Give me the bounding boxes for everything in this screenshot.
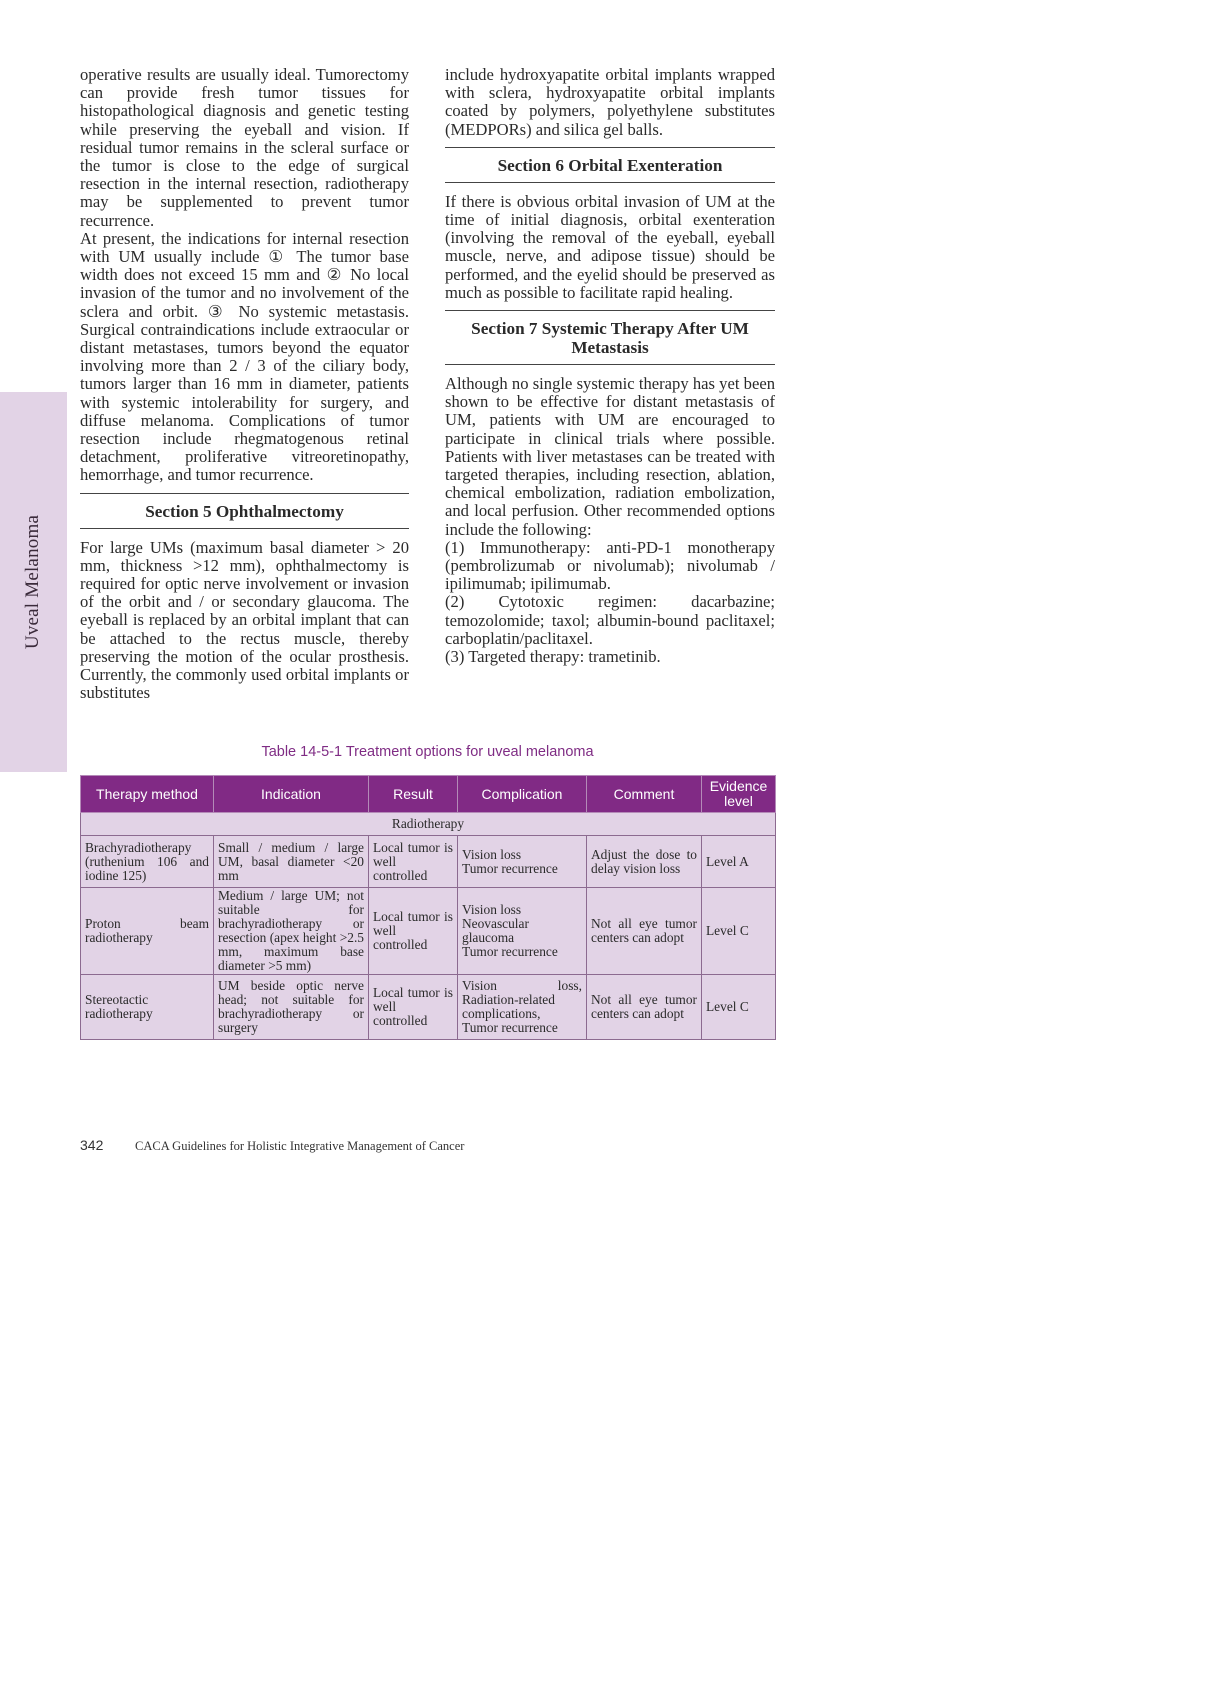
left-paragraph-1: operative results are usually ideal. Tumorectomy can provide fresh tumor tissues for histopathological diagnosis and genetic testing while preserving the eyeball and vision. If residual tumor remains in the scleral surface or the tumor is close to the edge of surgical resection in the internal resection, radiotherapy may be supplemented to prevent tumor recurrence. [80, 65, 409, 230]
section-7-heading [445, 310, 775, 365]
right-intro-paragraph: include hydroxyapatite orbital implants wrapped with sclera, hydroxyapatite orbital implants coated by polymers, polyethylene substitutes (MEDPORs) and silica gel balls. [445, 65, 775, 139]
section-7-heading-line-1: Section 7 Systemic Therapy After UM [471, 319, 749, 339]
cell-evidence: Level C [702, 975, 776, 1040]
cell-comment: Not all eye tumor centers can adopt [587, 975, 702, 1040]
cell-comment: Adjust the dose to delay vision loss [587, 836, 702, 888]
cell-complication [458, 836, 587, 888]
group-label-radiotherapy: Radiotherapy [81, 813, 776, 836]
section-6-heading: Section 6 Orbital Exenteration [445, 147, 775, 183]
cell-therapy: Stereotactic radiotherapy [81, 975, 214, 1040]
section-7-heading-line-2: Metastasis [571, 338, 649, 358]
cell-therapy: Brachyradiotherapy (ruthenium 106 and iodine 125) [81, 836, 214, 888]
cell-therapy: Proton beam radiotherapy [81, 888, 214, 975]
cell-complication [458, 888, 587, 975]
table-row [81, 888, 776, 975]
left-column [80, 66, 409, 703]
right-column [445, 66, 775, 666]
cell-comment: Not all eye tumor centers can adopt [587, 888, 702, 975]
table-caption: Table 14-5-1 Treatment options for uveal melanoma [261, 744, 594, 760]
header-result: Result [369, 776, 458, 813]
cell-result: Local tumor is well controlled [369, 888, 458, 975]
complication-line: Vision loss, Radiation-related complications, [462, 978, 582, 1021]
header-complication: Complication [458, 776, 587, 813]
section-7-item-2: (2) Cytotoxic regimen: dacarbazine; temozolomide; taxol; albumin-bound paclitaxel; carboplatin/paclitaxel. [445, 592, 775, 648]
complication-line: Neovascular glaucoma [462, 916, 529, 945]
cell-result: Local tumor is well controlled [369, 975, 458, 1040]
page-number: 342 [80, 1137, 104, 1153]
cell-evidence: Level C [702, 888, 776, 975]
complication-line: Tumor recurrence [462, 860, 558, 876]
table-header-row [81, 776, 776, 813]
complication-line: Vision loss [462, 846, 522, 862]
cell-indication: UM beside optic nerve head; not suitable for brachyradiotherapy or surgery [214, 975, 369, 1040]
cell-result: Local tumor is well controlled [369, 836, 458, 888]
section-5-heading: Section 5 Ophthalmectomy [80, 493, 409, 529]
header-evidence-level: Evidence level [702, 776, 776, 813]
page-footer [80, 1137, 464, 1154]
header-therapy-method: Therapy method [81, 776, 214, 813]
left-paragraph-2: At present, the indications for internal resection with UM usually include ① The tumor base width does not exceed 15 mm and ② No local invasion of the tumor and no involvement of the sclera and orbit. ③ No systemic metastasis. Surgical contraindications include extraocular or distant metastases, tumors beyond the equator involving more than 2 / 3 of the ciliary body, tumors larger than 16 mm in diameter, patients with systemic intolerability for surgery, and diffuse melanoma. Complications of tumor resection include rhegmatogenous retinal detachment, proliferative vitreoretinopathy, hemorrhage, and tumor recurrence. [80, 228, 409, 485]
section-6-paragraph: If there is obvious orbital invasion of UM at the time of initial diagnosis, orbital exenteration (involving the removal of the eyeball, eyeball muscle, nerve, and adipose tissue) should be performed, and the eyelid should be preserved as much as possible to facilitate rapid healing. [445, 191, 775, 302]
complication-line: Tumor recurrence [462, 944, 558, 959]
header-indication: Indication [214, 776, 369, 813]
side-tab-label: Uveal Melanoma [22, 514, 44, 650]
complication-line: Tumor recurrence [462, 1020, 558, 1035]
section-7-item-3: (3) Targeted therapy: trametinib. [445, 647, 661, 667]
table-group-row [81, 813, 776, 836]
side-tab-label-wrap [0, 392, 67, 772]
cell-complication [458, 975, 587, 1040]
cell-indication: Small / medium / large UM, basal diameter <20 mm [214, 836, 369, 888]
footer-text: CACA Guidelines for Holistic Integrative Management of Cancer [135, 1139, 465, 1153]
section-5-paragraph: For large UMs (maximum basal diameter > 20 mm, thickness >12 mm), ophthalmectomy is required for optic nerve involvement or invasion of the orbit and / or secondary glaucoma. The eyeball is replaced by an orbital implant that can be attached to the rectus muscle, thereby preserving the motion of the ocular prosthesis. Currently, the commonly used orbital implants or substitutes [80, 537, 409, 703]
complication-line: Vision loss [462, 902, 522, 917]
section-7-item-1: (1) Immunotherapy: anti-PD-1 monotherapy (pembrolizumab or nivolumab); nivolumab / ipilimumab; ipilimumab. [445, 537, 775, 594]
table-row [81, 975, 776, 1040]
table-row [81, 836, 776, 888]
header-comment: Comment [587, 776, 702, 813]
treatment-table [80, 775, 776, 1040]
cell-indication: Medium / large UM; not suitable for brachyradiotherapy or resection (apex height >2.5 mm, maximum base diameter >5 mm) [214, 888, 369, 975]
cell-evidence: Level A [702, 836, 776, 888]
section-7-paragraph: Although no single systemic therapy has yet been shown to be effective for distant metastasis of UM, patients with UM are encouraged to participate in clinical trials where possible. Patients with liver metastases can be treated with targeted therapies, including resection, ablation, chemical embolization, radiation embolization, and local perfusion. Other recommended options include the following: [445, 374, 775, 539]
